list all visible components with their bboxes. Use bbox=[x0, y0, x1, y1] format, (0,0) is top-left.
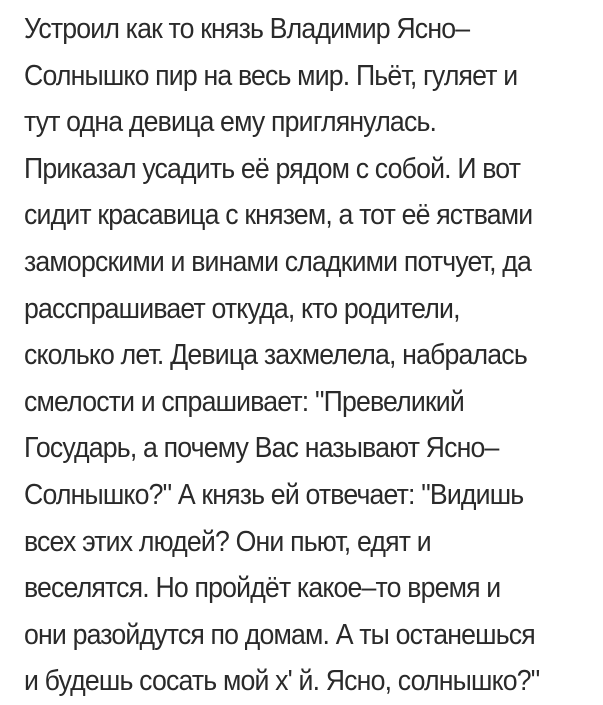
text-line: расспрашивает откуда, кто родители, bbox=[24, 292, 460, 325]
text-line: заморскими и винами сладкими потчует, да bbox=[24, 245, 532, 278]
text-line: всех этих людей? Они пьют, едят и bbox=[24, 525, 431, 558]
text-line: Приказал усадить её рядом с собой. И вот bbox=[24, 152, 521, 185]
text-line: Солнышко?" А князь ей отвечает: "Видишь bbox=[24, 478, 524, 511]
text-line: тут одна девица ему приглянулась. bbox=[24, 106, 437, 139]
text-line: сидит красавица с князем, а тот её яствами bbox=[24, 199, 533, 232]
text-line: Устроил как то князь Владимир Ясно– bbox=[24, 13, 470, 45]
text-line: смелости и спрашивает: "Превеликий bbox=[24, 385, 464, 418]
text-line: сколько лет. Девица захмелела, набралась bbox=[24, 339, 527, 372]
text-line: веселятся. Но пройдёт какое–то время и bbox=[24, 572, 501, 605]
text-line: и будешь сосать мой х' й. Ясно, солнышко?" bbox=[24, 665, 540, 698]
text-line: они разойдутся по домам. А ты останешься bbox=[24, 618, 535, 651]
text-line: Государь, а почему Вас называют Ясно– bbox=[24, 432, 499, 465]
text-line: Солнышко пир на весь мир. Пьёт, гуляет и bbox=[24, 59, 518, 92]
